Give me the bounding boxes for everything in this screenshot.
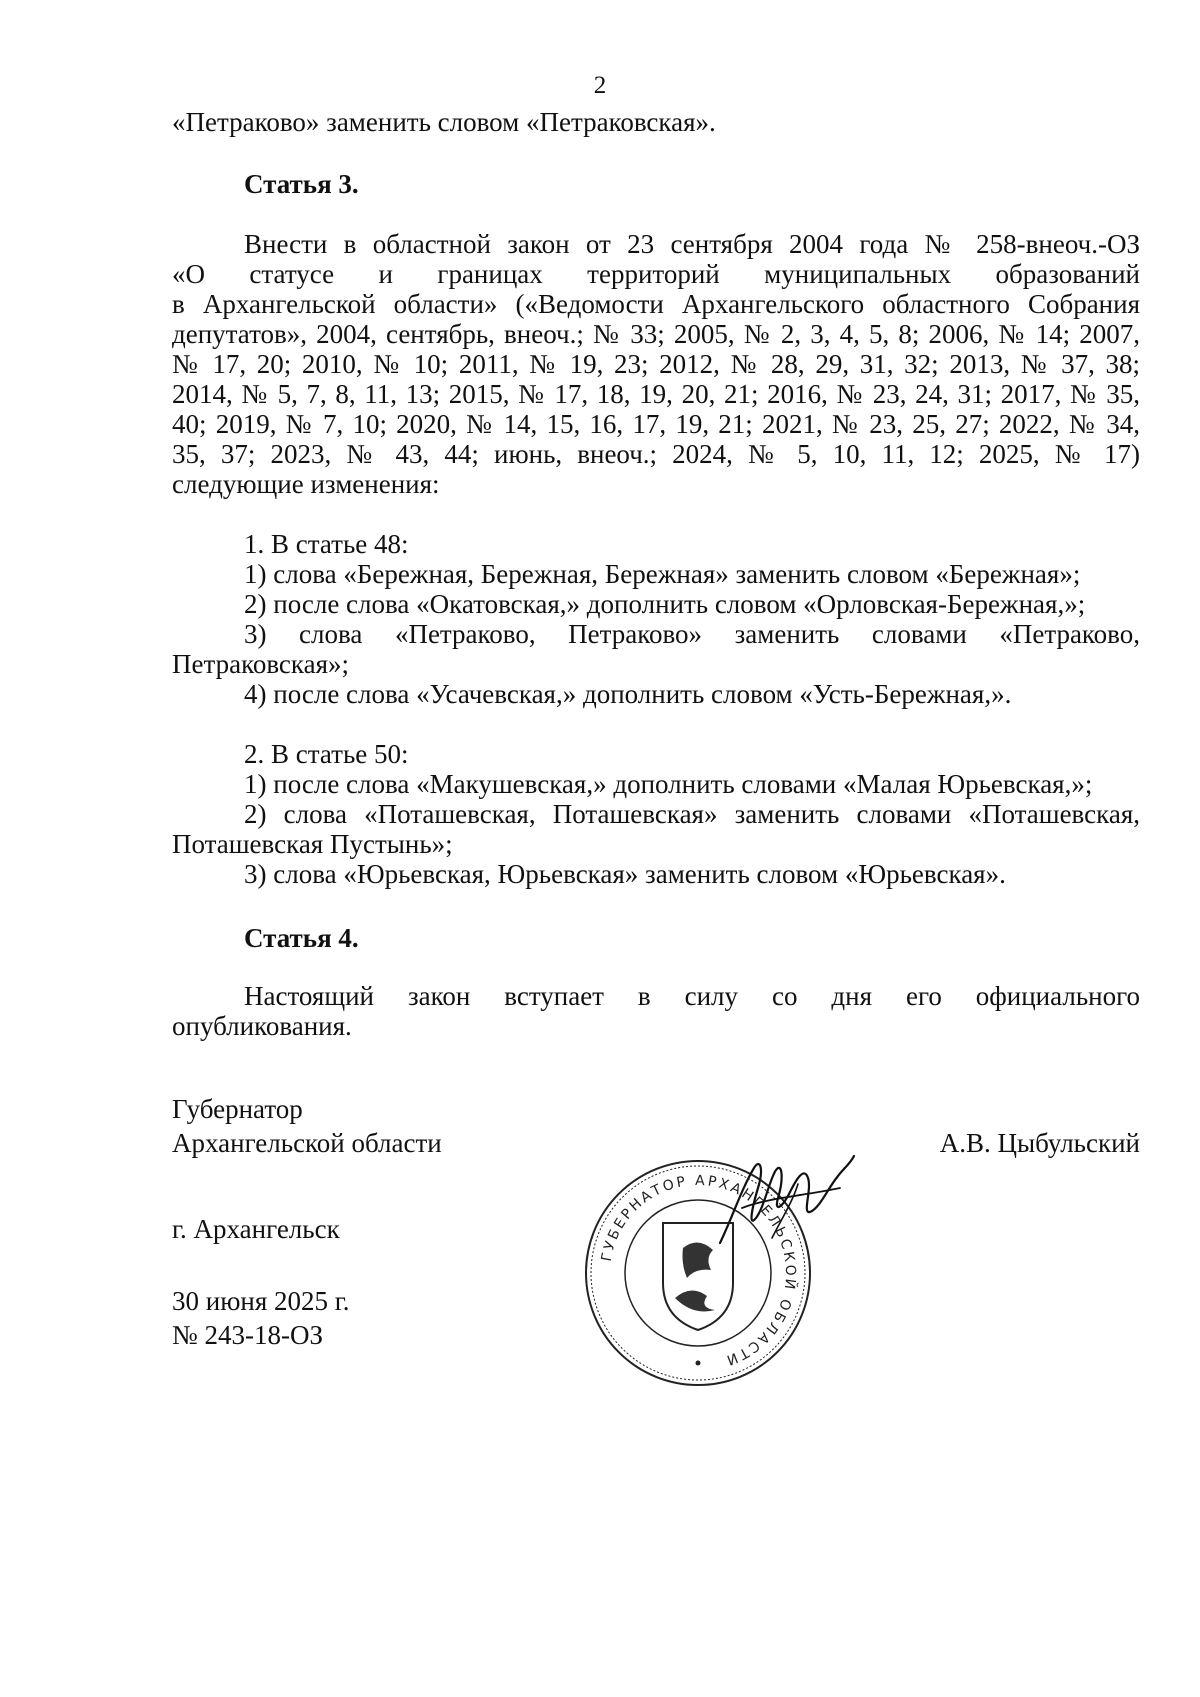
position-title: Губернатор [172,1094,303,1124]
intro-line: депутатов», 2004, сентябрь, внеоч.; № 33; 2005, № 2, 3, 4, 5, 8; 2006, № 14; 2007, [172,319,1140,349]
article-4-text: Настоящий закон вступает в силу со дня его официального [244,981,1140,1011]
intro-line: следующие изменения: [172,469,440,499]
intro-line: «О статусе и границах территорий муниципальных образований [172,259,1140,289]
item-2-sub-2-cont: Поташевская Пустынь»; [172,829,453,859]
intro-line: 40; 2019, № 7, 10; 2020, № 14, 15, 16, 17, 19, 21; 2021, № 23, 25, 27; 2022, № 34, [172,409,1140,439]
item-1-sub-2: 2) после слова «Окатовская,» дополнить словом «Орловская-Бережная,»; [244,589,1086,619]
page-number: 2 [593,72,607,99]
intro-line: 2014, № 5, 7, 8, 11, 13; 2015, № 17, 18, 19, 20, 21; 2016, № 23, 24, 31; 2017, № 35, [172,379,1140,409]
item-2-title: 2. В статье 50: [244,739,409,769]
item-2-sub-2: 2) слова «Поташевская, Поташевская» заменить словами «Поташевская, [244,799,1140,829]
item-1-title: 1. В статье 48: [244,529,409,559]
article-4-text-cont: опубликования. [172,1011,352,1041]
article-4-heading: Статья 4. [244,923,359,953]
item-1-sub-3: 3) слова «Петраково, Петраково» заменить словами «Петраково, [244,619,1140,649]
article-3-heading: Статья 3. [244,169,359,199]
item-1-sub-4: 4) после слова «Усачевская,» дополнить словом «Усть-Бережная,». [244,679,1012,709]
intro-line: Внести в областной закон от 23 сентября 2004 года № 258-внеоч.-ОЗ [244,229,1140,259]
seal-text: ГУБЕРНАТОР АРХАНГЕЛЬСКОЙ ОБЛАСТИ [598,1172,799,1369]
position-region: Архангельской области [172,1128,442,1158]
intro-line: в Архангельской области» («Ведомости Архангельского областного Собрания [172,289,1140,319]
handwritten-signature [712,1148,862,1258]
date: 30 июня 2025 г. [172,1286,350,1316]
item-2-sub-1: 1) после слова «Макушевская,» дополнить словами «Малая Юрьевская,»; [244,769,1093,799]
item-1-sub-3-cont: Петраковская»; [172,649,350,679]
continuation-text: «Петраково» заменить словом «Петраковская». [172,107,716,137]
city: г. Архангельск [172,1214,340,1244]
signatory-name: А.В. Цыбульский [939,1128,1140,1158]
item-2-sub-3: 3) слова «Юрьевская, Юрьевская» заменить словом «Юрьевская». [244,859,1006,889]
intro-line: 35, 37; 2023, № 43, 44; июнь, внеоч.; 2024, № 5, 10, 11, 12; 2025, № 17) [172,439,1140,469]
item-1-sub-1: 1) слова «Бережная, Бережная, Бережная» заменить словом «Бережная»; [244,559,1081,589]
intro-line: № 17, 20; 2010, № 10; 2011, № 19, 23; 2012, № 28, 29, 31, 32; 2013, № 37, 38; [172,349,1140,379]
law-number: № 243-18-ОЗ [172,1320,324,1350]
